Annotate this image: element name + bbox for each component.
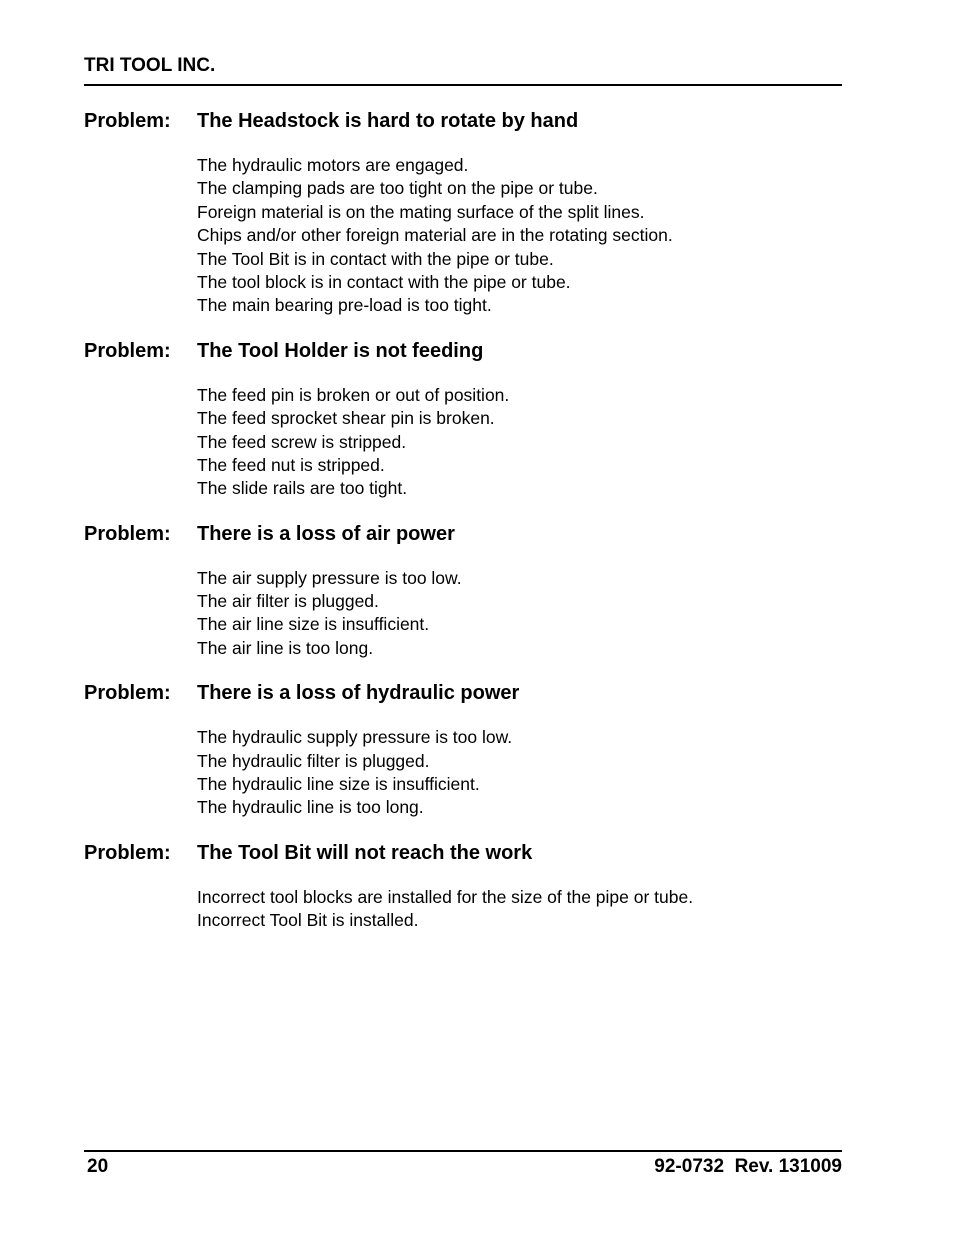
cause-item: The hydraulic line is too long.: [197, 797, 424, 818]
footer-divider: [84, 1150, 842, 1152]
problem-label: Problem:: [84, 339, 171, 362]
problem-section-headstock: [84, 108, 842, 318]
problem-label: Problem:: [84, 522, 171, 545]
problem-title: The Tool Bit will not reach the work: [197, 841, 533, 864]
problem-title: The Headstock is hard to rotate by hand: [197, 110, 579, 132]
cause-item: The slide rails are too tight.: [197, 478, 408, 499]
problem-title: The Tool Holder is not feeding: [197, 339, 484, 362]
cause-item: The air filter is plugged.: [197, 591, 379, 612]
cause-item: The clamping pads are too tight on the pipe or tube.: [197, 178, 598, 199]
problem-heading: [84, 840, 842, 866]
cause-item: The air line size is insufficient.: [197, 614, 430, 635]
problem-title: There is a loss of air power: [197, 522, 455, 545]
problem-title: There is a loss of hydraulic power: [197, 682, 520, 705]
problem-section-hydraulic-power: [84, 680, 842, 820]
cause-item: Incorrect Tool Bit is installed.: [197, 910, 419, 931]
cause-list: [197, 384, 842, 501]
problem-heading: [84, 108, 842, 134]
cause-item: Foreign material is on the mating surface of the split lines.: [197, 201, 645, 222]
document-revision: 92-0732 Rev. 131009: [654, 1156, 842, 1177]
problem-heading: [84, 338, 842, 364]
cause-item: The hydraulic filter is plugged.: [197, 750, 430, 771]
problem-heading: [84, 521, 842, 547]
cause-item: Chips and/or other foreign material are in the rotating section.: [197, 225, 673, 246]
cause-item: The Tool Bit is in contact with the pipe or tube.: [197, 248, 554, 269]
problem-label: Problem:: [84, 682, 171, 705]
cause-item: Incorrect tool blocks are installed for the size of the pipe or tube.: [197, 886, 694, 907]
cause-list: [197, 154, 842, 318]
cause-item: The hydraulic motors are engaged.: [197, 155, 469, 175]
cause-item: The feed pin is broken or out of position.: [197, 384, 510, 405]
cause-item: The hydraulic supply pressure is too low.: [197, 727, 513, 748]
cause-item: The air supply pressure is too low.: [197, 567, 462, 588]
problem-section-tool-holder: [84, 338, 842, 501]
cause-item: The feed nut is stripped.: [197, 454, 385, 475]
problem-label: Problem:: [84, 110, 171, 132]
company-header: TRI TOOL INC.: [84, 55, 216, 76]
page-number: 20: [87, 1156, 109, 1177]
cause-item: The air line is too long.: [197, 637, 374, 658]
troubleshooting-sections: [84, 108, 842, 933]
cause-item: The hydraulic line size is insufficient.: [197, 774, 480, 795]
cause-item: The main bearing pre-load is too tight.: [197, 295, 492, 316]
cause-item: The feed sprocket shear pin is broken.: [197, 408, 495, 429]
problem-section-tool-bit-reach: [84, 840, 842, 933]
problem-label: Problem:: [84, 841, 171, 864]
cause-item: The tool block is in contact with the pipe or tube.: [197, 271, 571, 292]
cause-list: [197, 726, 842, 820]
cause-list: [197, 886, 842, 933]
header-divider: [84, 84, 842, 86]
cause-list: [197, 567, 842, 661]
cause-item: The feed screw is stripped.: [197, 431, 407, 452]
problem-section-air-power: [84, 521, 842, 661]
problem-heading: [84, 680, 842, 706]
